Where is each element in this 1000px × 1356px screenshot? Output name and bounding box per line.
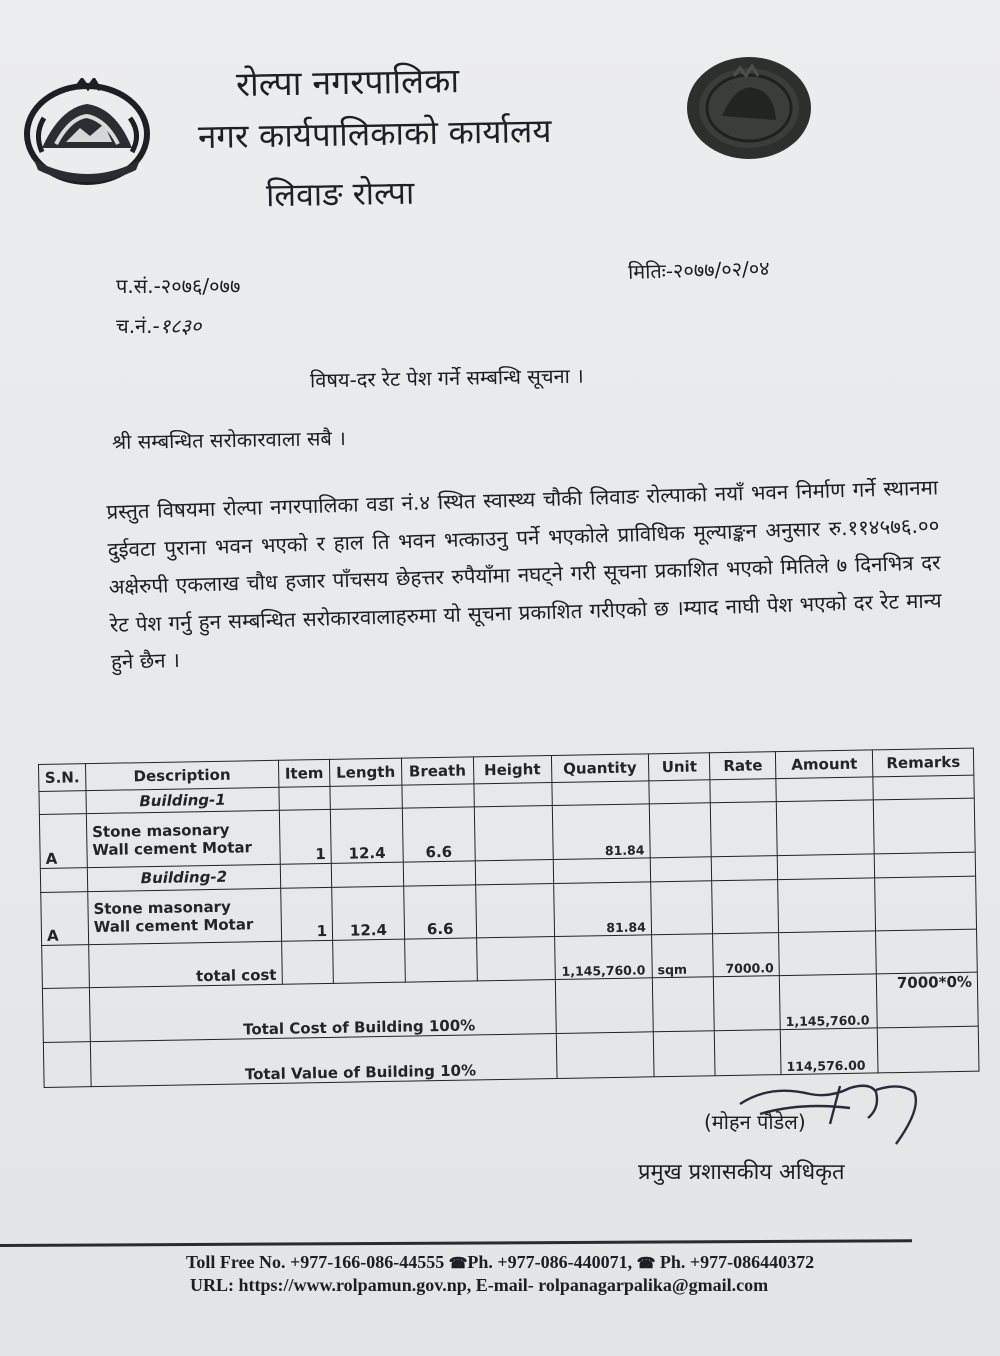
row-length: 12.4	[330, 809, 403, 864]
building-value-amount: 114,576.00	[780, 1028, 878, 1075]
row-quantity: 81.84	[553, 881, 651, 936]
letter-date: मितिः-२०७७/०२/०४	[627, 256, 770, 284]
toll-free-number: Toll Free No. +977-166-086-44555	[186, 1252, 445, 1272]
row-sn: A	[39, 814, 87, 868]
phone-icon: ☎	[448, 1256, 468, 1272]
row-quantity: 81.84	[552, 804, 650, 859]
rate-table	[38, 748, 980, 1088]
total-cost-label: total cost	[89, 942, 283, 988]
total-cost-quantity: 1,145,760.0	[554, 935, 652, 980]
notice-body: प्रस्तुत विषयमा रोल्पा नगरपालिका वडा नं.४ स्थित स्वास्थ्य चौकी लिवाङ रोल्पाको नयाँ भवन निर्माण गर्ने स्थानमा दुईवटा पुराना भवन भएको र हाल ति भवन भत्काउनु पर्ने भएकोले प्राविधिक मूल्याङ्कन अनुसार रु.११४५७६.०० अक्षेरुपी एकलाख चौध हजार पाँचसय छेहत्तर रुपैयाँमा नघट्ने गरी सूचना प्रकाशित भएको मितिले ७ दिनभित्र दर रेट पेश गर्नु हुन सम्बन्धित सरोकारवालाहरुमा यो सूचना प्रकाशित गरीएको छ ।म्याद नाघी पेश भएको दर रेट मान्य हुने छैन ।	[106, 475, 942, 674]
dispatch-number	[116, 312, 201, 339]
section-title: Building-1	[86, 787, 279, 814]
col-header: Unit	[648, 753, 710, 781]
building-value-label: Total Value of Building 10%	[90, 1033, 556, 1086]
description-line: Wall cement Motar	[92, 837, 253, 859]
phone-icon: ☎	[636, 1256, 656, 1272]
col-header: Remarks	[873, 748, 974, 777]
description-line: Wall cement Motar	[93, 915, 254, 937]
row-length: 12.4	[332, 886, 405, 941]
office-name: नगर कार्यपालिकाको कार्यालय	[197, 110, 552, 157]
total-cost-rate: 7000.0	[713, 933, 779, 977]
row-breath: 6.6	[404, 885, 477, 940]
row-breath: 6.6	[402, 807, 475, 862]
section-title: Building-2	[87, 864, 280, 891]
footer-contact-line	[186, 1252, 814, 1273]
row-item: 1	[280, 887, 332, 942]
office-location: लिवाङ रोल्पा	[265, 173, 415, 215]
col-header: S.N.	[39, 764, 86, 792]
col-header: Length	[330, 758, 402, 786]
col-header: Description	[85, 760, 278, 790]
building-total-amount: 1,145,760.0	[779, 974, 877, 1029]
row-description	[86, 811, 280, 868]
nepal-emblem-icon	[20, 78, 154, 190]
office-seal-icon	[684, 54, 814, 162]
building-total-label: Total Cost of Building 100%	[89, 980, 556, 1042]
footer-divider	[0, 1239, 912, 1247]
dispatch-value: १८३०	[159, 314, 202, 338]
row-sn: A	[41, 891, 89, 945]
col-header: Height	[473, 756, 551, 784]
dispatch-label: च.नं.-	[116, 314, 160, 338]
col-header: Quantity	[551, 754, 649, 783]
col-header: Item	[278, 759, 330, 787]
description-line: Stone masonary	[91, 820, 230, 841]
col-header: Amount	[775, 750, 873, 779]
letter-number: प.सं.-२०७६/०७७	[116, 274, 241, 298]
phone-number-1: Ph. +977-086-440071,	[467, 1252, 633, 1272]
signer-title: प्रमुख प्रशासकीय अधिकृत	[638, 1160, 845, 1185]
col-header: Breath	[401, 757, 473, 785]
col-header: Rate	[710, 752, 776, 780]
total-cost-unit: sqm	[651, 934, 713, 978]
salutation: श्री सम्बन्धित सरोकारवाला सबै ।	[111, 425, 346, 455]
subject-line: विषय-दर रेट पेश गर्ने सम्बन्धि सूचना ।	[309, 363, 584, 393]
phone-number-2: Ph. +977-086440372	[659, 1252, 815, 1272]
description-line: Stone masonary	[93, 897, 231, 919]
footer-web-line: URL: https://www.rolpamun.gov.np, E-mail- rolpanagarpalika@gmail.com	[190, 1275, 769, 1295]
remark-note: 7000*0%	[877, 972, 979, 1027]
row-item: 1	[279, 810, 331, 865]
row-description	[88, 888, 282, 945]
municipality-name: रोल्पा नगरपालिका	[235, 61, 460, 105]
signer-name: (मोहन पौडेल)	[704, 1110, 806, 1134]
